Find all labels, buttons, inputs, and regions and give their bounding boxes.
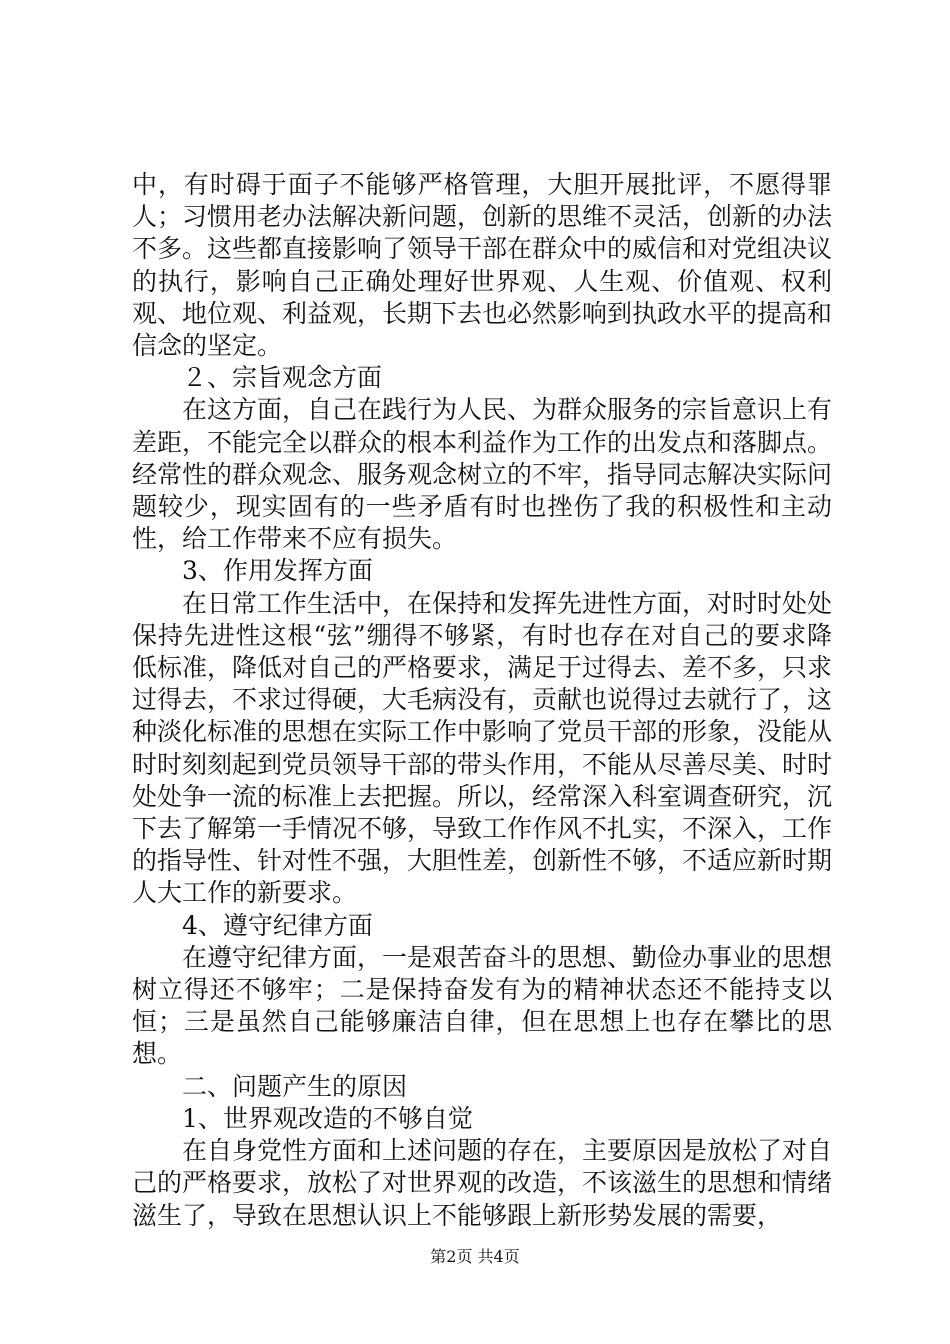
paragraph: 1、世界观改造的不够自觉	[182, 1103, 473, 1133]
paragraph: 在自身党性方面和上述问题的存在，主要原因是放松了对自己的严格要求，放松了对世界观的改造，不该滋生的思想和情绪滋生了，导致在思想认识上不能够跟上新形势发展的需要，	[132, 1136, 833, 1230]
paragraph: 在日常工作生活中，在保持和发挥先进性方面，对时时处处保持先进性这根“弦”绷得不够紧，有时也存在对自己的要求降低标准，降低对自己的严格要求，满足于过得去、差不多，只求过得去，不求过得硬，大毛病没有，贡献也说得过去就行了，这种淡化标准的思想在实际工作中影响了党员干部的形象，没能从时时刻刻起到党员领导干部的带头作用，不能从尽善尽美、时时处处争一流的标准上去把握。所以，经常深入科室调查研究，沉下去了解第一手情况不够，导致工作作风不扎实，不深入，工作的指导性、针对性不强，大胆性差，创新性不够，不适应新时期人大工作的新要求。	[132, 588, 833, 908]
paragraph: ２、宗旨观念方面	[182, 363, 383, 393]
paragraph: 二、问题产生的原因	[182, 1071, 408, 1101]
paragraph: 4、遵守纪律方面	[182, 910, 373, 940]
paragraph: 在这方面，自己在践行为人民、为群众服务的宗旨意识上有差距，不能完全以群众的根本利益作为工作的出发点和落脚点。经常性的群众观念、服务观念树立的不牢，指导同志解决实际问题较少，现实固有的一些矛盾有时也挫伤了我的积极性和主动性，给工作带来不应有损失。	[132, 395, 833, 554]
paragraph: 3、作用发挥方面	[182, 556, 373, 586]
page-footer: 第2页 共4页	[430, 1247, 520, 1266]
document-body	[132, 169, 832, 1232]
paragraph: 在遵守纪律方面，一是艰苦奋斗的思想、勤俭办事业的思想树立得还不够牢；二是保持奋发有为的精神状态还不能持支以恒；三是虽然自己能够廉洁自律，但在思想上也存在攀比的思想。	[132, 942, 833, 1069]
paragraph-continued: 中，有时碍于面子不能够严格管理，大胆开展批评，不愿得罪人；习惯用老办法解决新问题，创新的思维不灵活，创新的办法不多。这些都直接影响了领导干部在群众中的威信和对党组决议的执行，影响自己正确处理好世界观、人生观、价值观、权利观、地位观、利益观，长期下去也必然影响到执政水平的提高和信念的坚定。	[132, 170, 833, 361]
